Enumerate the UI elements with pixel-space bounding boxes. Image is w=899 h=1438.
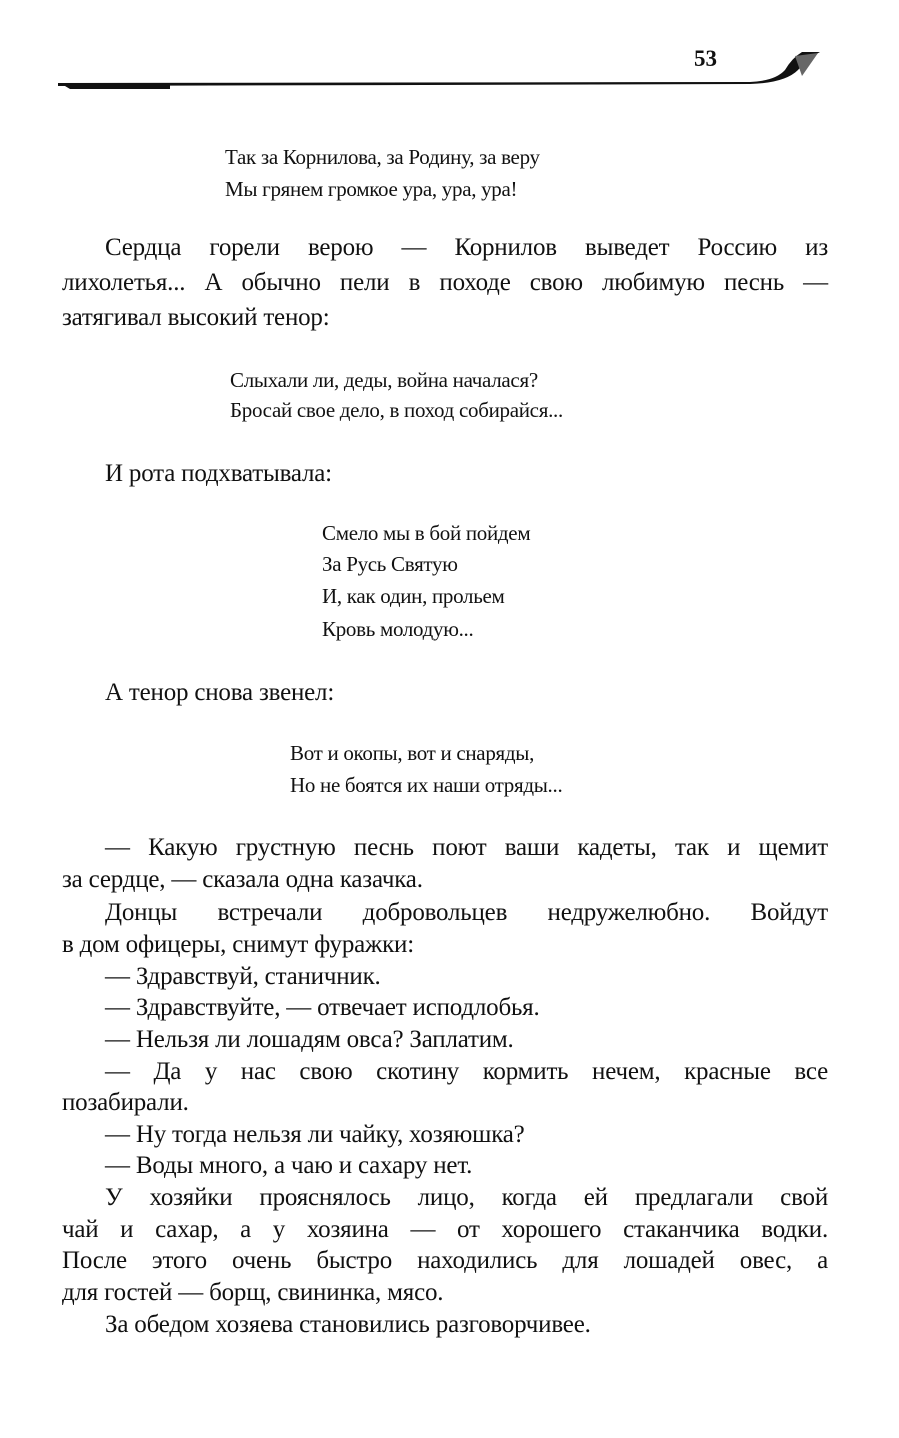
text-line: чай и сахар, а у хозяина — от хорошего стаканчика водки.	[62, 1216, 828, 1243]
verse-line: Бросай свое дело, в поход собирайся...	[230, 398, 563, 422]
text-line: за сердце, — сказала одна казачка.	[62, 866, 423, 893]
text-line: — Какую грустную песнь поют ваши кадеты, так и щемит	[105, 834, 828, 861]
text-line: — Здравствуйте, — отвечает исподлобья.	[105, 994, 540, 1021]
text-line: У хозяйки прояснялось лицо, когда ей предлагали свой	[105, 1184, 828, 1211]
text-line: — Нельзя ли лошадям овса? Заплатим.	[105, 1026, 514, 1053]
text-line: в дом офицеры, снимут фуражки:	[62, 931, 414, 958]
text-line: — Здравствуй, станичник.	[105, 963, 381, 990]
verse-line: Мы грянем громкое ура, ура, ура!	[225, 177, 518, 201]
text-line: для гостей — борщ, свининка, мясо.	[62, 1279, 444, 1306]
paragraph-3: А тенор снова звенел:	[105, 679, 335, 706]
text-line: Сердца горели верою — Корнилов выведет Россию из	[105, 234, 828, 261]
verse-line: За Русь Святую	[322, 552, 458, 576]
paragraph-2: И рота подхватывала:	[105, 460, 332, 487]
text-line: Донцы встречали добровольцев недружелюбно. Войдут	[105, 899, 828, 926]
verse-line: Смело мы в бой пойдем	[322, 521, 531, 545]
text-line: затягивал высокий тенор:	[62, 304, 330, 331]
text-line: — Воды много, а чаю и сахару нет.	[105, 1152, 473, 1179]
page-number: 53	[694, 46, 717, 71]
verse-line: Так за Корнилова, за Родину, за веру	[225, 145, 540, 169]
text-line: лихолетья... А обычно пели в походе свою любимую песнь —	[62, 269, 828, 296]
verse-line: Но не боятся их наши отряды...	[290, 773, 563, 797]
text-line: После этого очень быстро находились для лошадей овес, а	[62, 1247, 828, 1274]
text-line: — Да у нас свою скотину кормить нечем, красные все	[105, 1058, 828, 1085]
verse-line: И, как один, прольем	[322, 584, 505, 608]
text-line: — Ну тогда нельзя ли чайку, хозяюшка?	[105, 1121, 525, 1148]
verse-line: Кровь молодую...	[322, 617, 474, 641]
text-line: позабирали.	[62, 1089, 189, 1116]
verse-line: Вот и окопы, вот и снаряды,	[290, 741, 535, 765]
text-line: За обедом хозяева становились разговорчивее.	[105, 1311, 591, 1338]
verse-line: Слыхали ли, деды, война началася?	[230, 368, 538, 392]
